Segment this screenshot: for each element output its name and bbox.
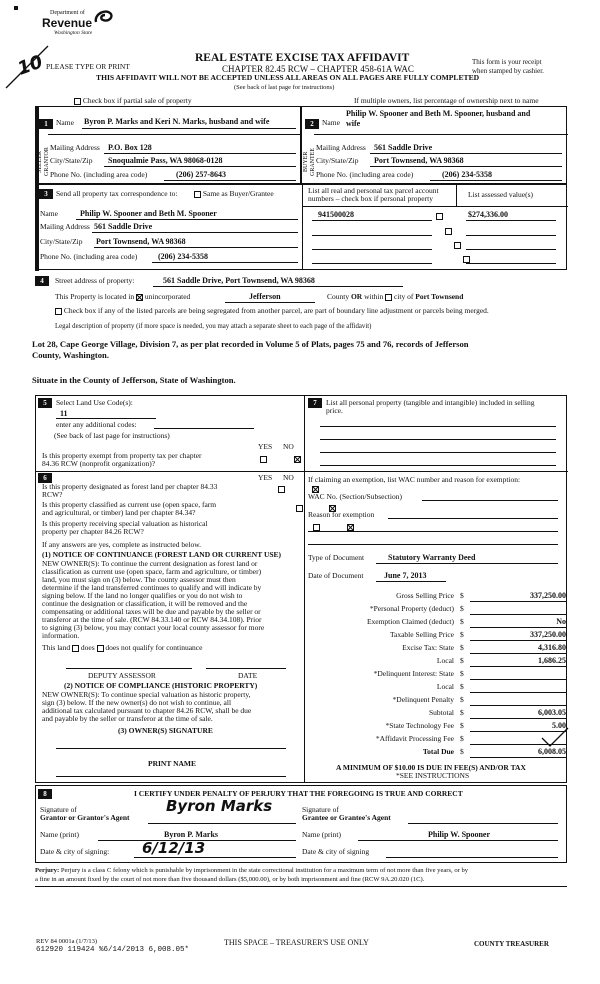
tax-row-label: *Delinquent Interest: State [373, 669, 454, 678]
parcel-number[interactable]: 941500028 [318, 210, 354, 219]
tax-row-value[interactable]: 337,250.00 [530, 591, 566, 600]
tax-row-label: Exemption Claimed (deduct) [366, 617, 454, 626]
form-warning: THIS AFFIDAVIT WILL NOT BE ACCEPTED UNLESS ALL AREAS ON ALL PAGES ARE FULLY COMPLETED [96, 73, 480, 82]
segregated-checkbox[interactable] [55, 308, 62, 315]
receipt-note-2: when stamped by cashier. [472, 67, 544, 75]
notice1-l7: compensating or additional taxes will be due and payable by the seller or [42, 607, 261, 616]
parcel-heading-1: List all real and personal tax parcel account [308, 186, 439, 195]
seller-city-label: City/State/Zip [50, 156, 93, 165]
section-1-number: 1 [39, 119, 53, 129]
buyer-name-line2[interactable]: wife [346, 119, 361, 128]
notice2-l3: additional tax calculated pursuant to chapter 84.26 RCW, shall be due [42, 706, 252, 715]
does-not-label: does not qualify for continuance [105, 643, 203, 652]
buyer-city[interactable]: Port Townsend, WA 98368 [374, 156, 464, 165]
s6-yes: YES [258, 473, 273, 482]
tax-row-line [470, 614, 566, 615]
seller-mail[interactable]: P.O. Box 128 [108, 143, 152, 152]
section-6-number: 6 [38, 473, 52, 483]
tax-row-dollar: $ [460, 708, 464, 717]
land-use-label: Select Land Use Code(s): [56, 398, 133, 407]
tax-row-value[interactable]: 337,250.00 [530, 630, 566, 639]
grantee-sig-l1: Signature of [302, 805, 339, 814]
historic-yes-checkbox[interactable] [313, 524, 320, 531]
s3-city-label: City/State/Zip [40, 237, 83, 246]
notice2-l4: and payable by the seller or transferor at the time of sale. [42, 714, 213, 723]
see-back-note: (See back of last page for instructions) [234, 84, 335, 91]
tax-row-label: Taxable Selling Price [389, 630, 454, 639]
parcel-pp-checkbox-4[interactable] [463, 256, 470, 263]
buyer-phone-label: Phone No. (including area code) [316, 170, 414, 179]
certify-statement: I CERTIFY UNDER PENALTY OF PERJURY THAT THE FOREGOING IS TRUE AND CORRECT [134, 789, 463, 798]
tax-row-dollar: $ [460, 656, 464, 665]
county-name[interactable]: Jefferson [249, 292, 281, 301]
tax-row-line [470, 601, 566, 602]
tax-row-dollar: $ [460, 734, 464, 743]
seller-side-label: SELLER GRANTOR [37, 147, 50, 177]
tax-row-line [470, 627, 566, 628]
handwritten-mark: 10 [14, 51, 46, 80]
tax-row-dollar: $ [460, 721, 464, 730]
tax-row-value[interactable]: 6,008.05 [538, 747, 566, 756]
multiple-owners-note: If multiple owners, list percentage of ownership next to name [354, 96, 539, 105]
tax-row-label: Local [436, 682, 454, 691]
grantor-name[interactable]: Byron P. Marks [164, 830, 219, 839]
or-label: OR [350, 292, 363, 301]
tax-row-value[interactable]: No [556, 617, 566, 626]
same-as-buyer-label: Same as Buyer/Grantee [202, 189, 274, 198]
doc-type-label: Type of Document [308, 553, 365, 562]
s6-q1a: Is this property designated as forest land per chapter 84.33 [42, 482, 218, 491]
dor-logo-line3: Washington State [54, 30, 93, 36]
notice1-l3: land, you must sign on (3) below. The county assessor must then [42, 575, 236, 584]
notice1-title: (1) NOTICE OF CONTINUANCE (FOREST LAND OR CURRENT USE) [42, 550, 282, 559]
city-of-checkbox[interactable] [385, 294, 392, 301]
tax-row-dollar: $ [460, 591, 464, 600]
buyer-section [301, 106, 567, 184]
lower-frame [35, 395, 567, 783]
grantee-name-label: Name (print) [302, 830, 341, 839]
s3-city[interactable]: Port Townsend, WA 98368 [96, 237, 186, 246]
city-name[interactable]: Port Townsend [415, 292, 464, 301]
notice1-l9: to signing (3) below, you may contact your local county assessor for more [42, 623, 265, 632]
grantee-name[interactable]: Philip W. Spooner [428, 830, 491, 839]
notice2-l2: sign (3) below. If the new owner(s) do not wish to continue, all [42, 698, 232, 707]
s6-q3a: Is this property receiving special valuation as historical [42, 519, 208, 528]
same-as-buyer [194, 190, 274, 199]
grantee-sig-l2: Grantee or Grantee's Agent [302, 813, 391, 822]
section-3-number: 3 [39, 189, 53, 199]
situate-line: Situate in the County of Jefferson, State of Washington. [32, 375, 236, 385]
this-land-label: This land [42, 643, 71, 652]
buyer-name-label: Name [322, 118, 340, 127]
parcel-pp-checkbox-3[interactable] [454, 242, 461, 249]
s3-mail-label: Mailing Address [40, 222, 90, 231]
assessed-heading: List assessed value(s) [468, 190, 533, 199]
section-4-number: 4 [35, 276, 49, 286]
s6-q3b: property per chapter 84.26 RCW? [42, 527, 144, 536]
grantor-sig-l1: Signature of [40, 805, 77, 814]
grantor-sig-l2: Grantor or Grantor's Agent [40, 813, 130, 822]
street-address[interactable]: 561 Saddle Drive, Port Townsend, WA 98368 [163, 276, 315, 285]
partial-sale-label: Check box if partial sale of property [82, 96, 192, 105]
dor-logo [40, 8, 120, 42]
rev-number: REV 84 0001a (1/7/13) [36, 938, 98, 945]
location-row [55, 293, 190, 302]
dor-logo-line1: Department of [50, 10, 85, 16]
land-use-code[interactable]: 11 [60, 409, 68, 418]
legal-line-1: Lot 28, Cape George Village, Division 7, as per plat recorded in Volume 5 of Plats, pages 75 and 76, records of Jefferson [32, 339, 469, 349]
print-name-label: PRINT NAME [148, 759, 196, 768]
seller-mail-label: Mailing Address [50, 143, 100, 152]
tax-row-line [470, 705, 566, 706]
legal-label: Legal description of property (if more space is needed, you may attach a separate sheet to each page of the affidavit) [55, 323, 372, 330]
unincorporated-checkbox[interactable] [136, 294, 143, 301]
doc-date-label: Date of Document [308, 571, 364, 580]
s6-no: NO [283, 473, 294, 482]
tax-row-line [470, 640, 566, 641]
notice1-l10: information. [42, 631, 80, 640]
doc-date[interactable]: June 7, 2013 [384, 571, 427, 580]
tax-row-label: Local [436, 656, 454, 665]
parcel-heading-2: numbers – check box if personal property [308, 194, 433, 203]
s6-if-yes: If any answers are yes, complete as instructed below. [42, 540, 202, 549]
street-label: Street address of property: [55, 276, 135, 285]
tax-row-dollar: $ [460, 643, 464, 652]
tax-row-value[interactable]: 1,686.25 [538, 656, 566, 665]
notice2-title: (2) NOTICE OF COMPLIANCE (HISTORIC PROPERTY) [64, 681, 258, 690]
s5-see-back: (See back of last page for instructions) [54, 431, 170, 440]
tax-row-dollar: $ [460, 669, 464, 678]
tax-row-label: Gross Selling Price [396, 591, 454, 600]
buyer-name-line1[interactable]: Philip W. Spooner and Beth M. Spooner, husband and [346, 109, 531, 118]
tax-row-line [470, 718, 566, 719]
tax-row-dollar: $ [460, 682, 464, 691]
grantor-signature[interactable]: Byron Marks [166, 797, 273, 815]
segregated-label: Check box if any of the listed parcels are being segregated from another parcel, are part of boundary line adjustment or parcels being merged. [63, 306, 489, 315]
exempt-q2: 84.36 RCW (nonprofit organization)? [42, 459, 156, 468]
tax-row-dollar: $ [460, 617, 464, 626]
partial-sale-row [74, 97, 192, 106]
tax-row-value[interactable]: 5.00 [552, 721, 566, 730]
tax-table [304, 586, 568, 756]
tax-row-line [470, 653, 566, 654]
city-of-label: city of [394, 292, 414, 301]
section-5-number: 5 [38, 398, 52, 408]
grantor-date-label: Date & city of signing: [40, 847, 110, 856]
does-label: does [80, 643, 95, 652]
s5-no: NO [283, 442, 294, 451]
personal-prop-l2: price. [326, 406, 343, 415]
county-treasurer-label: COUNTY TREASURER [474, 940, 549, 948]
minimum-note: A MINIMUM OF $10.00 IS DUE IN FEE(S) AND/OR TAX [336, 763, 526, 772]
section-7-number: 7 [308, 398, 322, 408]
s6-q1b: RCW? [42, 490, 63, 499]
please-type: PLEASE TYPE OR PRINT [46, 62, 130, 71]
treasurer-use-label: THIS SPACE – TREASURER'S USE ONLY [224, 938, 369, 947]
see-instructions: *SEE INSTRUCTIONS [396, 771, 470, 780]
s6-q2a: Is this property classified as current use (open space, farm [42, 500, 217, 509]
forest-yes-checkbox[interactable] [278, 486, 285, 493]
owner-signature-label: (3) OWNER(S) SIGNATURE [118, 726, 213, 735]
exemption-label: If claiming an exemption, list WAC number and reason for exemption: [308, 475, 521, 484]
s3-mail[interactable]: 561 Saddle Drive [94, 222, 153, 231]
tax-row-dollar: $ [460, 747, 464, 756]
continuance-row [42, 644, 202, 653]
same-as-buyer-checkbox[interactable] [194, 191, 201, 198]
segregated-row [55, 307, 489, 316]
s3-phone-label: Phone No. (including area code) [40, 252, 138, 261]
tax-row-line [470, 692, 566, 693]
county-label: County [327, 292, 350, 301]
tax-row-value[interactable]: 6,003.05 [538, 708, 566, 717]
tax-row-label: *Delinquent Penalty [392, 695, 454, 704]
wac-label: WAC No. (Section/Subsection) [308, 492, 402, 501]
send-tax-label: Send all property tax correspondence to: [56, 189, 178, 198]
seller-phone-label: Phone No. (including area code) [50, 170, 148, 179]
s3-name-label: Name [40, 209, 58, 218]
buyer-mail[interactable]: 561 Saddle Drive [374, 143, 433, 152]
parcel-pp-checkbox-1[interactable] [436, 213, 443, 220]
grantee-date-label: Date & city of signing [302, 847, 370, 856]
seller-phone[interactable]: (206) 257-8643 [176, 170, 226, 179]
tax-row-label: *Personal Property (deduct) [369, 604, 454, 613]
tax-row-dollar: $ [460, 630, 464, 639]
notice2-l1: NEW OWNER(S): To continue special valuation as historic property, [42, 690, 251, 699]
partial-sale-checkbox[interactable] [74, 98, 81, 105]
dor-logo-line2: Revenue [42, 16, 93, 30]
tax-row-label: *State Technology Fee [385, 721, 454, 730]
buyer-phone[interactable]: (206) 234-5358 [442, 170, 492, 179]
tax-row-label: Subtotal [428, 708, 454, 717]
grantor-date[interactable]: 6/12/13 [142, 839, 206, 857]
dor-swirl-icon [92, 8, 114, 28]
exempt-no-checkbox[interactable] [294, 456, 301, 463]
notice1-l5: signing below. If the land no longer qualifies or you do not wish to [42, 591, 243, 600]
notice1-l8: transferor at the time of sale. (RCW 84.33.140 or RCW 84.34.108). Prior [42, 615, 262, 624]
total-checkmark-icon [540, 726, 570, 748]
legal-line-2: County, Washington. [32, 350, 109, 360]
tax-row-line [470, 757, 566, 758]
s3-phone[interactable]: (206) 234-5358 [158, 252, 208, 261]
seller-name[interactable]: Byron P. Marks and Keri N. Marks, husband and wife [84, 117, 270, 126]
assessed-value[interactable]: $274,336.00 [468, 210, 508, 219]
tax-row-label: Excise Tax: State [402, 643, 454, 652]
s5-yes: YES [258, 442, 273, 451]
exempt-q1: Is this property exempt from property tax per chapter [42, 451, 202, 460]
seller-name-label: Name [56, 118, 74, 127]
section-4 [32, 272, 567, 402]
unincorporated-label: unincorporated [144, 292, 191, 301]
page-header [0, 0, 600, 100]
section-2-number: 2 [305, 119, 319, 129]
notice1-l6: continue the designation or classification, it will be removed and the [42, 599, 248, 608]
notice1-l1: NEW OWNER(S): To continue the current designation as forest land or [42, 559, 258, 568]
tax-row-line [470, 679, 566, 680]
tax-row-label: Total Due [422, 747, 454, 756]
seller-section [35, 106, 301, 184]
tax-row-value[interactable]: 4,316.80 [538, 643, 566, 652]
tax-row-dollar: $ [460, 695, 464, 704]
tax-row-label: *Affidavit Processing Fee [375, 734, 454, 743]
current-use-yes-checkbox[interactable] [296, 505, 303, 512]
section-3 [35, 184, 567, 270]
additional-codes-label: enter any additional codes: [56, 420, 137, 429]
parcel-pp-checkbox-2[interactable] [445, 228, 452, 235]
does-not-checkbox[interactable] [97, 645, 104, 652]
county-or-within [327, 293, 463, 302]
perjury-l2: a fine in an amount fixed by the court of not more than five thousand dollars ($5,000.00), or by both imprisonment and fine (RCW 9A.20.020 (1C). [35, 876, 425, 883]
does-checkbox[interactable] [72, 645, 79, 652]
treasurer-stamp: 612920 119424 %6/14/2013 6,008.05* [36, 946, 190, 954]
tax-row-line [470, 666, 566, 667]
deputy-date-label: DATE [238, 671, 258, 680]
seller-city[interactable]: Snoqualmie Pass, WA 98068-0128 [108, 156, 223, 165]
doc-type[interactable]: Statutory Warranty Deed [388, 553, 476, 562]
grantor-name-label: Name (print) [40, 830, 79, 839]
perjury-l1: Perjury is a class C felony which is punishable by imprisonment in the state correctional institution for a maximum term of not more than five years, or by [60, 867, 469, 874]
corner-mark [14, 6, 18, 10]
s6-q2b: and agricultural, or timber) land per chapter 84.34? [42, 508, 196, 517]
receipt-note-1: This form is your receipt [472, 58, 542, 66]
deputy-assessor-label: DEPUTY ASSESSOR [88, 671, 156, 680]
within-label: within [364, 292, 384, 301]
form-subtitle: CHAPTER 82.45 RCW – CHAPTER 458-61A WAC [222, 64, 414, 74]
personal-prop-l1: List all personal property (tangible and intangible) included in selling [326, 398, 535, 407]
s3-name[interactable]: Philip W. Spooner and Beth M. Spooner [80, 209, 217, 218]
form-title: REAL ESTATE EXCISE TAX AFFIDAVIT [195, 52, 410, 64]
section-8 [35, 785, 567, 863]
reason-label: Reason for exemption [308, 510, 375, 519]
notice1-l4: determine if the land transferred continues to qualify and will indicate by [42, 583, 262, 592]
historic-no-checkbox[interactable] [347, 524, 354, 531]
notice1-l2: classification as current use (open space, farm and agriculture, or timber) [42, 567, 262, 576]
located-pre: This Property is located in [55, 292, 135, 301]
buyer-city-label: City/State/Zip [316, 156, 359, 165]
section-8-number: 8 [38, 789, 52, 799]
tax-row-dollar: $ [460, 604, 464, 613]
buyer-side-label: BUYER GRANTEE [303, 148, 316, 176]
exempt-yes-checkbox[interactable] [260, 456, 267, 463]
perjury-label: Perjury: [35, 867, 60, 874]
buyer-mail-label: Mailing Address [316, 143, 366, 152]
